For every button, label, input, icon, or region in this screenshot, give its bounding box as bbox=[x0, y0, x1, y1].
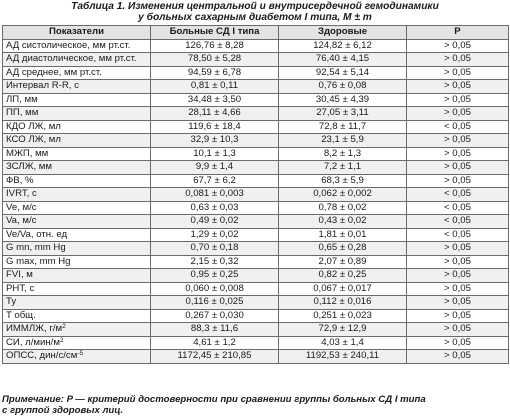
table-body bbox=[3, 39, 509, 363]
cell-healthy: 1192,53 ± 240,11 bbox=[279, 350, 407, 364]
cell-p-value: > 0,05 bbox=[407, 174, 509, 188]
parameter-label: IVRT, с bbox=[6, 188, 37, 199]
column-header-p: P bbox=[407, 26, 509, 40]
cell-healthy: 0,43 ± 0,02 bbox=[279, 215, 407, 229]
cell-parameter bbox=[3, 93, 151, 107]
table-row bbox=[3, 215, 509, 229]
cell-parameter bbox=[3, 161, 151, 175]
parameter-label: ИММЛЖ, г/м bbox=[6, 323, 63, 334]
cell-healthy: 8,2 ± 1,3 bbox=[279, 147, 407, 161]
parameter-label: G max, mm Hg bbox=[6, 255, 71, 267]
parameter-label: МЖП, мм bbox=[6, 147, 49, 159]
table-row bbox=[3, 174, 509, 188]
cell-patients: 1,29 ± 0,02 bbox=[151, 228, 279, 242]
cell-parameter bbox=[3, 107, 151, 121]
cell-healthy: 4,03 ± 1,4 bbox=[279, 336, 407, 350]
cell-parameter bbox=[3, 174, 151, 188]
cell-parameter bbox=[3, 80, 151, 94]
parameter-label: АД систолическое, мм рт.ст. bbox=[6, 39, 131, 51]
cell-p-value: > 0,05 bbox=[407, 296, 509, 310]
cell-p-value: > 0,05 bbox=[407, 147, 509, 161]
cell-p-value: > 0,05 bbox=[407, 39, 509, 53]
table-row bbox=[3, 296, 509, 310]
cell-p-value: > 0,05 bbox=[407, 134, 509, 148]
table-footnote bbox=[2, 394, 508, 416]
table-row bbox=[3, 93, 509, 107]
table-row bbox=[3, 134, 509, 148]
parameter-label: T общ. bbox=[6, 309, 36, 321]
cell-p-value: > 0,05 bbox=[407, 53, 509, 67]
parameter-label: Ve, м/с bbox=[6, 201, 37, 213]
caption-line-1: Таблица 1. Изменения центральной и внутрисердечной гемодинамики bbox=[71, 1, 439, 12]
cell-parameter bbox=[3, 296, 151, 310]
cell-healthy: 92,54 ± 5,14 bbox=[279, 66, 407, 80]
table-row bbox=[3, 188, 509, 202]
cell-patients: 0,060 ± 0,008 bbox=[151, 282, 279, 296]
cell-p-value: < 0,05 bbox=[407, 188, 509, 202]
cell-parameter bbox=[3, 255, 151, 269]
column-header-parameter: Показатели bbox=[3, 26, 151, 40]
parameter-label: PHT, с bbox=[6, 282, 35, 294]
table-caption bbox=[0, 1, 510, 23]
cell-healthy: 2,07 ± 0,89 bbox=[279, 255, 407, 269]
table-row bbox=[3, 53, 509, 67]
cell-patients: 0,116 ± 0,025 bbox=[151, 296, 279, 310]
cell-parameter bbox=[3, 242, 151, 256]
cell-patients: 0,95 ± 0,25 bbox=[151, 269, 279, 283]
parameter-label: ОПСС, дин/с/см bbox=[6, 350, 78, 361]
cell-patients: 9,9 ± 1,4 bbox=[151, 161, 279, 175]
cell-patients: 88,3 ± 11,6 bbox=[151, 323, 279, 337]
cell-patients: 0,267 ± 0,030 bbox=[151, 309, 279, 323]
cell-p-value: > 0,05 bbox=[407, 161, 509, 175]
table-row bbox=[3, 39, 509, 53]
cell-p-value: > 0,05 bbox=[407, 242, 509, 256]
cell-parameter bbox=[3, 269, 151, 283]
cell-parameter bbox=[3, 215, 151, 229]
cell-parameter bbox=[3, 350, 151, 364]
cell-parameter bbox=[3, 323, 151, 337]
parameter-label: ЛП, мм bbox=[6, 93, 38, 105]
cell-healthy: 30,45 ± 4,39 bbox=[279, 93, 407, 107]
footnote-line-1: Примечание: P — критерий достоверности при сравнении группы больных СД I типа bbox=[2, 394, 426, 405]
cell-parameter bbox=[3, 66, 151, 80]
cell-p-value: > 0,05 bbox=[407, 350, 509, 364]
cell-parameter bbox=[3, 134, 151, 148]
cell-p-value: > 0,05 bbox=[407, 107, 509, 121]
cell-healthy: 72,8 ± 11,7 bbox=[279, 120, 407, 134]
parameter-label: Интервал R-R, с bbox=[6, 80, 79, 91]
cell-patients: 2,15 ± 0,32 bbox=[151, 255, 279, 269]
footnote-line-2: с группой здоровых лиц. bbox=[2, 405, 124, 416]
unit-exponent: 2 bbox=[59, 336, 64, 344]
cell-healthy: 0,112 ± 0,016 bbox=[279, 296, 407, 310]
cell-patients: 94,59 ± 6,78 bbox=[151, 66, 279, 80]
parameter-label: Va, м/с bbox=[6, 215, 37, 226]
cell-healthy: 0,78 ± 0,02 bbox=[279, 201, 407, 215]
table-row bbox=[3, 228, 509, 242]
cell-healthy: 27,05 ± 3,11 bbox=[279, 107, 407, 121]
cell-patients: 0,81 ± 0,11 bbox=[151, 80, 279, 94]
cell-p-value: > 0,05 bbox=[407, 66, 509, 80]
cell-patients: 0,49 ± 0,02 bbox=[151, 215, 279, 229]
unit-exponent: 2 bbox=[62, 323, 66, 330]
column-header-patients: Больные СД I типа bbox=[151, 26, 279, 40]
table-row bbox=[3, 242, 509, 256]
cell-patients: 10,1 ± 1,3 bbox=[151, 147, 279, 161]
parameter-label: КДО ЛЖ, мл bbox=[6, 120, 61, 132]
cell-p-value: < 0,05 bbox=[407, 201, 509, 215]
table-row bbox=[3, 120, 509, 134]
cell-p-value: > 0,05 bbox=[407, 255, 509, 269]
cell-healthy: 124,82 ± 6,12 bbox=[279, 39, 407, 53]
parameter-label: Ty bbox=[6, 296, 17, 307]
cell-patients: 78,50 ± 5,28 bbox=[151, 53, 279, 67]
unit-exponent: -5 bbox=[77, 350, 84, 357]
cell-patients: 0,63 ± 0,03 bbox=[151, 201, 279, 215]
cell-p-value: > 0,05 bbox=[407, 323, 509, 337]
cell-p-value: > 0,05 bbox=[407, 80, 509, 94]
parameter-label: АД диастолическое, мм рт.ст. bbox=[6, 53, 137, 64]
parameter-label: КСО ЛЖ, мл bbox=[6, 134, 62, 145]
cell-healthy: 68,3 ± 5,9 bbox=[279, 174, 407, 188]
cell-patients: 28,11 ± 4,66 bbox=[151, 107, 279, 121]
cell-healthy: 0,062 ± 0,002 bbox=[279, 188, 407, 202]
cell-healthy: 0,76 ± 0,08 bbox=[279, 80, 407, 94]
cell-p-value: > 0,05 bbox=[407, 309, 509, 323]
table-row bbox=[3, 323, 509, 337]
cell-p-value: > 0,05 bbox=[407, 93, 509, 107]
cell-patients: 0,70 ± 0,18 bbox=[151, 242, 279, 256]
table-row bbox=[3, 107, 509, 121]
cell-patients: 67,7 ± 6,2 bbox=[151, 174, 279, 188]
table-row bbox=[3, 201, 509, 215]
table-row bbox=[3, 255, 509, 269]
cell-parameter bbox=[3, 228, 151, 242]
parameter-label: ФВ, % bbox=[6, 174, 34, 186]
cell-p-value: < 0,05 bbox=[407, 228, 509, 242]
cell-parameter bbox=[3, 336, 151, 350]
cell-parameter bbox=[3, 309, 151, 323]
table-header-row bbox=[3, 26, 509, 40]
cell-parameter bbox=[3, 120, 151, 134]
table-row bbox=[3, 147, 509, 161]
parameter-label: АД среднее, мм рт.ст. bbox=[6, 66, 102, 78]
cell-healthy: 76,40 ± 4,15 bbox=[279, 53, 407, 67]
cell-patients: 126,76 ± 8,28 bbox=[151, 39, 279, 53]
parameter-label: ПП, мм bbox=[6, 107, 39, 118]
cell-parameter bbox=[3, 53, 151, 67]
table-row bbox=[3, 269, 509, 283]
parameter-label: FVI, м bbox=[6, 269, 33, 280]
data-table bbox=[2, 25, 509, 364]
cell-parameter bbox=[3, 188, 151, 202]
cell-patients: 34,48 ± 3,50 bbox=[151, 93, 279, 107]
cell-healthy: 72,9 ± 12,9 bbox=[279, 323, 407, 337]
cell-patients: 119,6 ± 18,4 bbox=[151, 120, 279, 134]
cell-p-value: > 0,05 bbox=[407, 336, 509, 350]
parameter-label: G mn, mm Hg bbox=[6, 242, 66, 253]
cell-healthy: 1,81 ± 0,01 bbox=[279, 228, 407, 242]
table-row bbox=[3, 350, 509, 364]
parameter-label: СИ, л/мин/м bbox=[6, 336, 60, 348]
cell-healthy: 7,2 ± 1,1 bbox=[279, 161, 407, 175]
table-row bbox=[3, 161, 509, 175]
cell-parameter bbox=[3, 147, 151, 161]
cell-healthy: 0,82 ± 0,25 bbox=[279, 269, 407, 283]
cell-parameter bbox=[3, 39, 151, 53]
cell-healthy: 0,251 ± 0,023 bbox=[279, 309, 407, 323]
cell-patients: 0,081 ± 0,003 bbox=[151, 188, 279, 202]
parameter-label: Ve/Va, отн. ед bbox=[6, 228, 68, 240]
caption-line-2: у больных сахарным диабетом I типа, M ± m bbox=[138, 12, 372, 23]
cell-p-value: < 0,05 bbox=[407, 120, 509, 134]
table-row bbox=[3, 80, 509, 94]
cell-patients: 32,9 ± 10,3 bbox=[151, 134, 279, 148]
cell-healthy: 0,067 ± 0,017 bbox=[279, 282, 407, 296]
cell-patients: 4,61 ± 1,2 bbox=[151, 336, 279, 350]
cell-patients: 1172,45 ± 210,85 bbox=[151, 350, 279, 364]
table-row bbox=[3, 309, 509, 323]
table-row bbox=[3, 282, 509, 296]
parameter-label: ЗСЛЖ, мм bbox=[6, 161, 52, 172]
cell-p-value: > 0,05 bbox=[407, 269, 509, 283]
cell-parameter bbox=[3, 282, 151, 296]
table-row bbox=[3, 336, 509, 350]
column-header-healthy: Здоровые bbox=[279, 26, 407, 40]
cell-healthy: 23,1 ± 5,9 bbox=[279, 134, 407, 148]
cell-p-value: < 0,05 bbox=[407, 215, 509, 229]
cell-parameter bbox=[3, 201, 151, 215]
table-row bbox=[3, 66, 509, 80]
cell-p-value: > 0,05 bbox=[407, 282, 509, 296]
cell-healthy: 0,65 ± 0,28 bbox=[279, 242, 407, 256]
